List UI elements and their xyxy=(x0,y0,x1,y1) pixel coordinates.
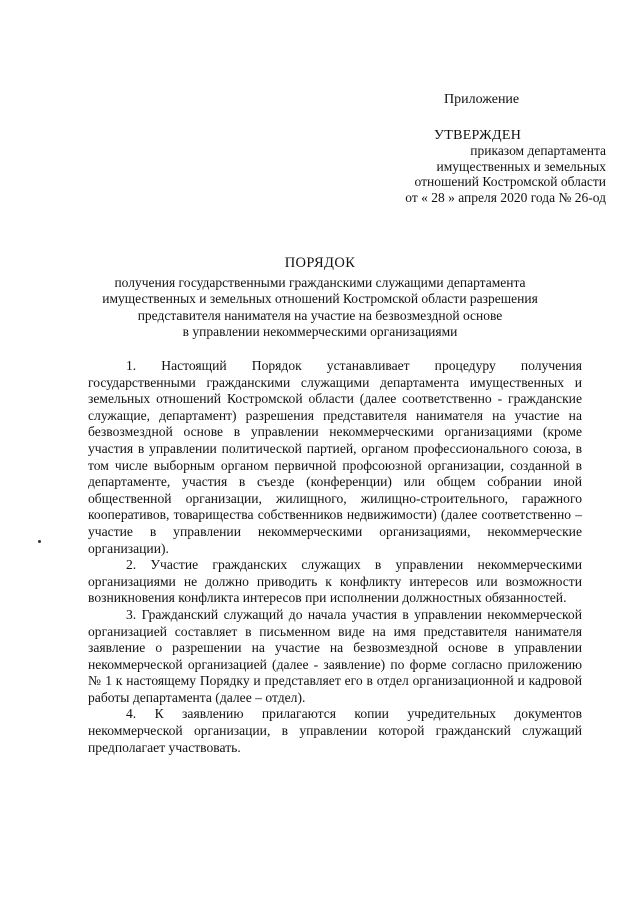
approval-line: приказом департамента xyxy=(470,143,606,158)
paragraph-4: 4. К заявлению прилагаются копии учредительных документов некоммерческой организации, в управлении которой гражданский служащий предполагает участвовать. xyxy=(88,706,582,755)
approval-block xyxy=(380,92,606,205)
paragraph-1: 1. Настоящий Порядок устанавливает процедуру получения государственными гражданскими служащими департамента имущественных и земельных отношений Костромской области (далее соответственно - гражданские служащие, департамент) разрешения представителя нанимателя на участие на безвозмездной основе в управлении некоммерческими организациями (кроме участия в управлении политической партией, органом профессионального союза, в том числе выборным органом первичной профсоюзной организации, созданной в департаменте, участия в съезде (конференции) или общем собрании иной общественной организации, жилищного, жилищно-строительного, гаражного кооперативов, товарищества собственников недвижимости) (далее соответственно – участие в управлении некоммерческими организациями, некоммерческие организации). xyxy=(88,358,582,556)
document-title xyxy=(90,255,550,341)
document-body xyxy=(88,358,582,756)
appendix-label: Приложение xyxy=(444,92,520,107)
title-heading: ПОРЯДОК xyxy=(284,255,356,271)
paragraph-2: 2. Участие гражданских служащих в управлении некоммерческими организациями не должно приводить к конфликту интересов или возможности возникновения конфликта интересов при исполнении должностных обязанностей. xyxy=(88,557,582,606)
approval-order-date: от « 28 » апреля 2020 года № 26-од xyxy=(405,189,606,205)
approval-line: имущественных и земельных xyxy=(436,158,606,174)
approval-line: отношений Костромской области xyxy=(414,174,606,189)
title-subtitle-line: в управлении некоммерческими организациями xyxy=(182,324,458,340)
paragraph-3: 3. Гражданский служащий до начала участия в управлении некоммерческой организацией составляет в письменном виде на имя представителя нанимателя заявление о разрешении на участие на безвозмездной основе в управлении некоммерческой организацией (далее - заявление) по форме согласно приложению № 1 к настоящему Порядку и представляет его в отдел организационной и кадровой работы департамента (далее – отдел). xyxy=(88,606,582,705)
approved-label: УТВЕРЖДЕН xyxy=(434,127,522,143)
scan-artifact-dot xyxy=(38,540,41,543)
title-subtitle-line: получения государственными гражданскими служащими департамента xyxy=(114,274,526,290)
title-subtitle-line: имущественных и земельных отношений Костромской области разрешения xyxy=(102,291,538,307)
title-subtitle-line: представителя нанимателя на участие на безвозмездной основе xyxy=(137,307,503,323)
